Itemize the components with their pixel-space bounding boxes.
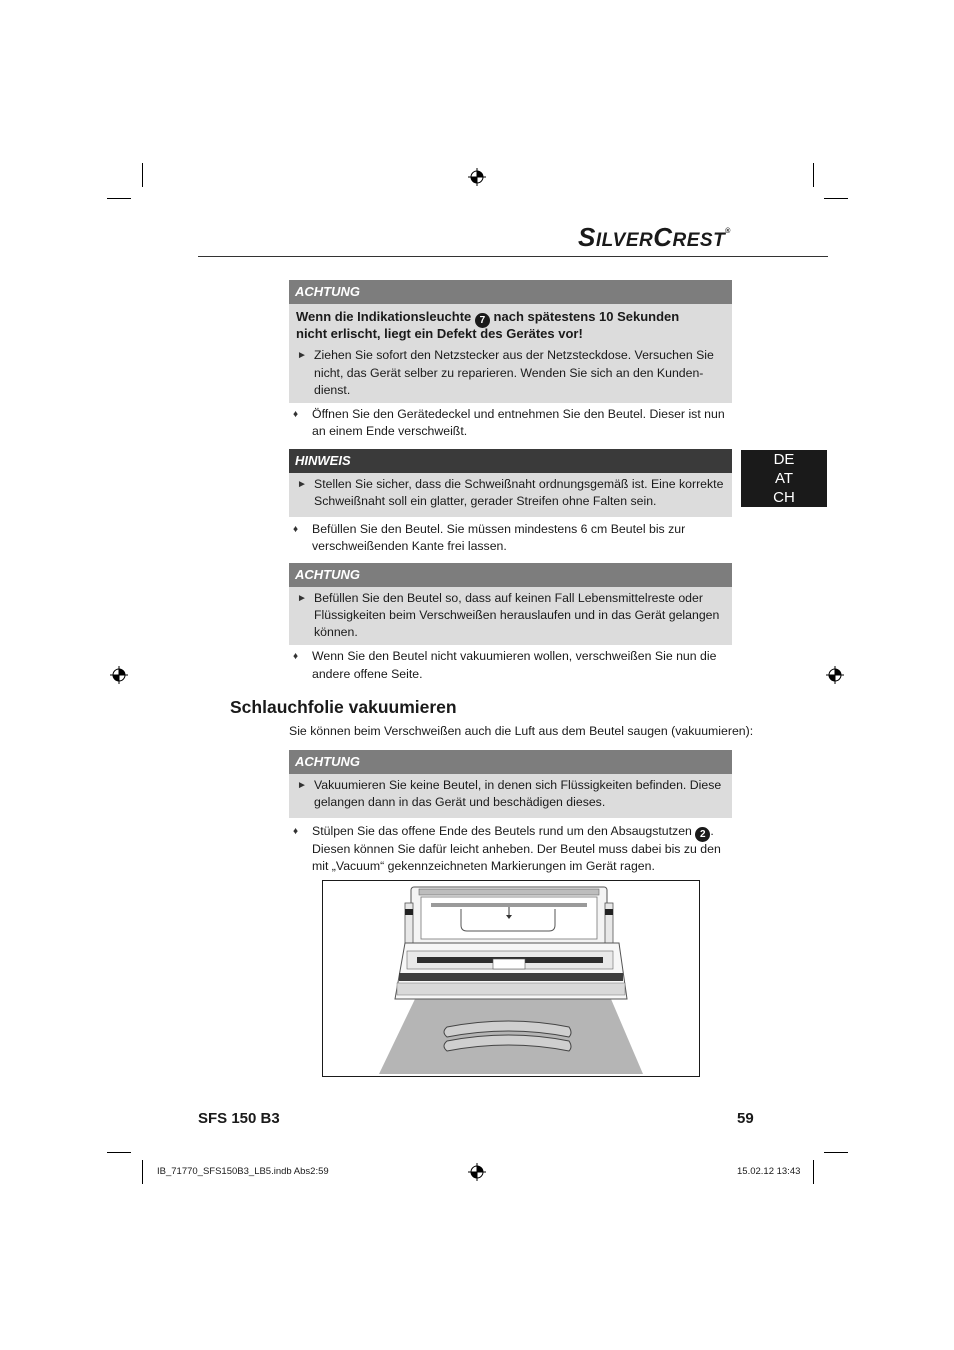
warning-item-line: gelangen dann in das Gerät und beschädigen dieses. xyxy=(314,795,606,809)
registration-mark-icon xyxy=(826,666,844,684)
arrow-bullet-icon: ► xyxy=(297,593,307,604)
warning-bold-text: Wenn die Indikationsleuchte 7 nach spätestens 10 Sekunden xyxy=(296,309,680,326)
step-line: Öffnen Sie den Gerätedeckel und entnehmen Sie den Beutel. Dieser ist nun xyxy=(312,407,725,421)
arrow-bullet-icon: ► xyxy=(297,780,307,791)
crop-mark xyxy=(824,1152,848,1153)
warning-box-title: ACHTUNG xyxy=(289,280,732,304)
warning-item-line: Ziehen Sie sofort den Netzstecker aus der Netzsteckdose. Versuchen Sie xyxy=(314,348,714,362)
diamond-bullet-icon: ♦ xyxy=(293,826,299,837)
diamond-bullet-icon: ♦ xyxy=(293,651,299,662)
warning-bold-text: nicht erlischt, liegt ein Defekt des Gerätes vor! xyxy=(296,326,583,341)
step-line: Stülpen Sie das offene Ende des Beutels rund um den Absaugstutzen 2 . xyxy=(312,824,714,840)
page-number: 59 xyxy=(737,1110,754,1127)
diamond-bullet-icon: ♦ xyxy=(293,524,299,535)
crop-mark xyxy=(813,163,814,187)
step-line: Wenn Sie den Beutel nicht vakuumieren wollen, verschweißen Sie nun die xyxy=(312,649,717,663)
crop-mark xyxy=(142,163,143,187)
section-heading: Schlauchfolie vakuumieren xyxy=(230,697,457,717)
language-at: AT xyxy=(774,470,794,487)
step-line: andere offene Seite. xyxy=(312,667,423,681)
diamond-bullet-icon: ♦ xyxy=(293,409,299,420)
brand-logo: SILVERCREST® xyxy=(578,222,731,252)
vacuum-sealer-drawing xyxy=(323,881,700,1077)
crop-mark xyxy=(107,198,131,199)
registration-mark-icon xyxy=(468,168,486,186)
registration-mark-icon xyxy=(110,666,128,684)
crop-mark xyxy=(824,198,848,199)
model-number: SFS 150 B3 xyxy=(198,1110,280,1127)
warning-box-title: ACHTUNG xyxy=(289,750,732,774)
note-item-line: Schweißnaht soll ein glatter, gerader Streifen ohne Falten sein. xyxy=(314,494,657,508)
warning-item-line: dienst. xyxy=(314,383,351,397)
warning-item-line: Befüllen Sie den Beutel so, dass auf keinen Fall Lebensmittelreste oder xyxy=(314,591,703,605)
warning-item-line: Flüssigkeiten beim Verschweißen herauslaufen und in das Gerät gelangen xyxy=(314,608,720,622)
registration-mark-icon xyxy=(468,1163,486,1181)
note-box-title: HINWEIS xyxy=(289,449,732,473)
warning-item-line: können. xyxy=(314,625,358,639)
step-line: Befüllen Sie den Beutel. Sie müssen mindestens 6 cm Beutel bis zur xyxy=(312,522,686,536)
print-slug-left: IB_71770_SFS150B3_LB5.indb Abs2:59 xyxy=(157,1166,329,1177)
crop-mark xyxy=(107,1152,131,1153)
warning-item-line: nicht, das Gerät selber zu reparieren. Wenden Sie sich an den Kunden- xyxy=(314,366,704,380)
crop-mark xyxy=(142,1160,143,1184)
language-de: DE xyxy=(773,451,795,468)
header-rule xyxy=(198,256,828,257)
print-slug-right: 15.02.12 13:43 xyxy=(737,1166,801,1177)
step-line: mit „Vacuum“ gekennzeichneten Markierungen im Gerät ragen. xyxy=(312,859,655,873)
reference-number-badge: 7 xyxy=(475,313,490,328)
language-ch: CH xyxy=(773,489,795,506)
arrow-bullet-icon: ► xyxy=(297,479,307,490)
reference-number-badge: 2 xyxy=(695,827,710,842)
crop-mark xyxy=(813,1160,814,1184)
warning-box-title: ACHTUNG xyxy=(289,563,732,587)
step-line: verschweißenden Kante frei lassen. xyxy=(312,539,507,553)
note-item-line: Stellen Sie sicher, dass die Schweißnaht ordnungsgemäß ist. Eine korrekte xyxy=(314,477,724,491)
vacuum-sealer-illustration xyxy=(322,880,700,1077)
section-intro: Sie können beim Verschweißen auch die Luft aus dem Beutel saugen (vakuumieren): xyxy=(289,724,754,738)
step-line: an einem Ende verschweißt. xyxy=(312,424,468,438)
language-tab xyxy=(741,450,827,507)
warning-item-line: Vakuumieren Sie keine Beutel, in denen sich Flüssigkeiten befinden. Diese xyxy=(314,778,722,792)
step-line: Diesen können Sie dafür leicht anheben. Der Beutel muss dabei bis zu den xyxy=(312,842,721,856)
arrow-bullet-icon: ► xyxy=(297,350,307,361)
